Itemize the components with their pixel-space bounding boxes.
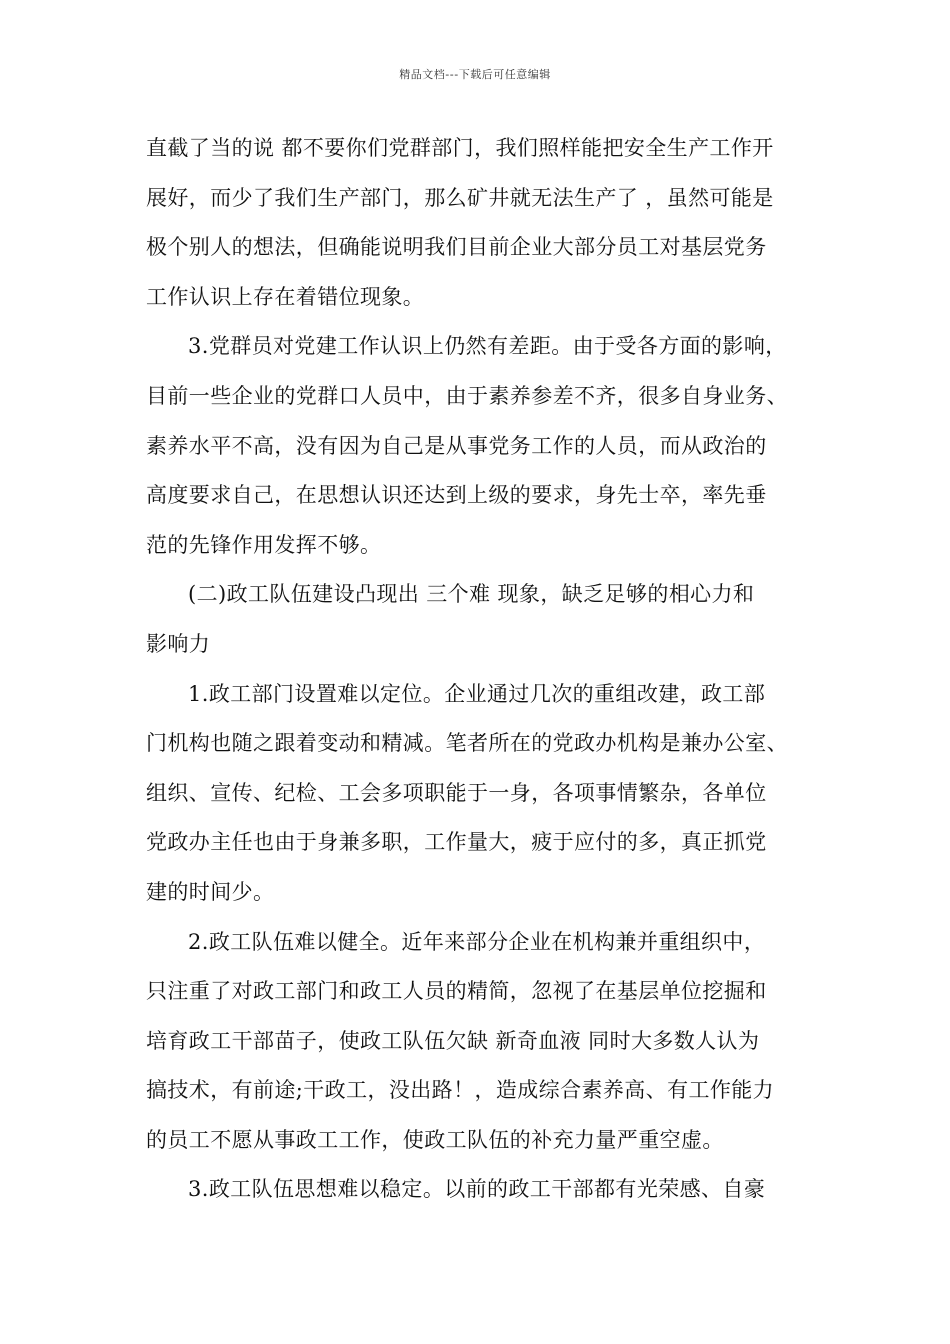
text-line: 范的先锋作用发挥不够。: [146, 532, 382, 557]
text-line: 只注重了对政工部门和政工人员的精简，忽视了在基层单位挖掘和: [146, 979, 767, 1004]
text-line: 1.政工部门设置难以定位。企业通过几次的重组改建，政工部: [188, 681, 766, 706]
text-line: 的员工不愿从事政工工作，使政工队伍的补充力量严重空虚。: [146, 1127, 724, 1152]
page-header: 精品文档---下载后可任意编辑: [399, 68, 551, 81]
text-line: 展好，而少了我们生产部门，那么矿井就无法生产了 ，虽然可能是: [146, 185, 774, 210]
text-line: 3.政工队伍思想难以稳定。以前的政工干部都有光荣感、自豪: [188, 1177, 766, 1202]
text-line: 培育政工干部苗子，使政工队伍欠缺 新奇血液 同时大多数人认为: [146, 1028, 760, 1053]
text-line: 搞技术，有前途;干政工，没出路！，造成综合素养高、有工作能力: [146, 1078, 775, 1103]
text-line: 影响力: [146, 631, 211, 656]
text-line: 工作认识上存在着错位现象。: [146, 284, 425, 309]
text-line: 建的时间少。: [146, 879, 275, 904]
text-line: 门机构也随之跟着变动和精减。笔者所在的党政办机构是兼办公室、: [146, 731, 788, 756]
text-line: 素养水平不高，没有因为自己是从事党务工作的人员，而从政治的: [146, 433, 767, 458]
text-line: 直截了当的说 都不要你们党群部门，我们照样能把安全生产工作开: [146, 136, 774, 160]
text-line: (二)政工队伍建设凸现出 三个难 现象，缺乏足够的相心力和: [188, 582, 755, 607]
text-line: 目前一些企业的党群口人员中，由于素养参差不齐，很多自身业务、: [146, 383, 788, 408]
text-line: 高度要求自己，在思想认识还达到上级的要求，身先士卒，率先垂: [146, 483, 767, 508]
document-body: [146, 124, 826, 1215]
text-line: 3.党群员对党建工作认识上仍然有差距。由于受各方面的影响，: [188, 334, 787, 359]
text-line: 组织、宣传、纪检、工会多项职能于一身，各项事情繁杂，各单位: [146, 780, 767, 805]
text-line: 极个别人的想法，但确能说明我们目前企业大部分员工对基层党务: [146, 235, 767, 260]
text-line: 2.政工队伍难以健全。近年来部分企业在机构兼并重组织中，: [188, 929, 766, 954]
text-line: 党政办主任也由于身兼多职，工作量大，疲于应付的多，真正抓党: [146, 830, 767, 855]
